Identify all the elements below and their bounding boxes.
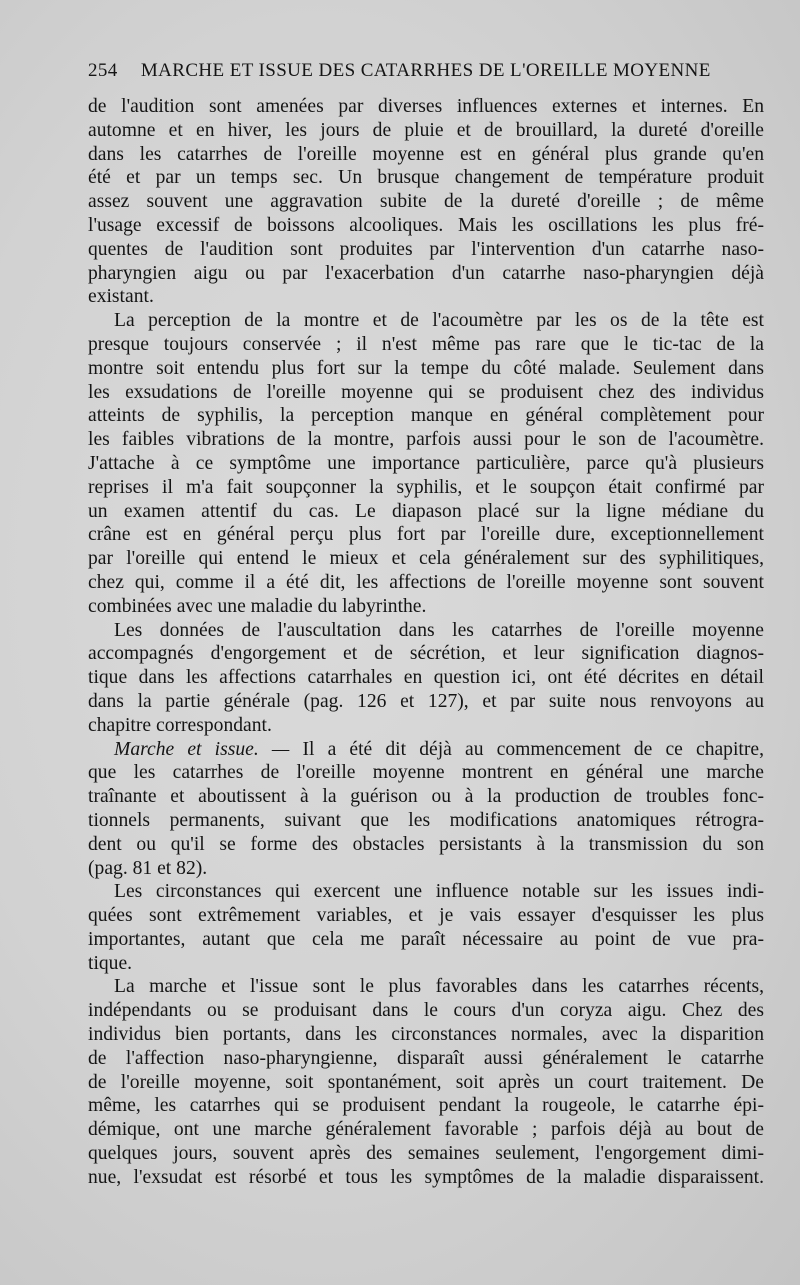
text-line: les exsudations de l'oreille moyenne qui se produisent chez des individus (88, 381, 764, 403)
text-line: de l'oreille moyenne, soit spontanément, soit après un court traitement. De (88, 1071, 764, 1093)
section-heading-continuation: Il a été dit déjà au commencement de ce chapitre, (302, 738, 764, 760)
text-line: nue, l'exsudat est résorbé et tous les symptômes de la maladie disparaissent. (88, 1166, 764, 1188)
text-line: indépendants ou se produisant dans le cours d'un coryza aigu. Chez des (88, 1000, 764, 1022)
text-line: de l'audition sont amenées par diverses influences externes et internes. En (88, 96, 764, 117)
text-line: dent ou qu'il se forme des obstacles persistants à la transmission du son (88, 833, 764, 855)
text-line: La marche et l'issue sont le plus favorables dans les catarrhes récents, (114, 976, 764, 998)
text-line: chapitre correspondant. (88, 714, 272, 736)
running-title: MARCHE ET ISSUE DES CATARRHES DE L'OREILLE MOYENNE (140, 60, 711, 81)
text-line (88, 738, 764, 762)
text-line: tique dans les affections catarrhales en question ici, ont été décrites en détail (88, 667, 764, 689)
text-line: importantes, autant que cela me paraît nécessaire au point de vue pra- (88, 928, 764, 950)
text-line: chez qui, comme il a été dit, les affections de l'oreille moyenne sont souvent (88, 571, 764, 593)
text-line: tionnels permanents, suivant que les modifications anatomiques rétrogra- (88, 809, 764, 831)
text-line: tique. (88, 952, 133, 974)
text-line: quelques jours, souvent après des semaines seulement, l'engorgement dimi- (88, 1143, 764, 1165)
text-line: assez souvent une aggravation subite de la dureté d'oreille ; de même (88, 191, 764, 213)
text-line: de l'affection naso-pharyngienne, disparaît aussi généralement le catarrhe (88, 1047, 764, 1069)
text-line: (pag. 81 et 82). (88, 857, 208, 879)
text-line: presque toujours conservée ; il n'est même pas rare que le tic-tac de la (88, 333, 764, 355)
text-line: traînante et aboutissent à la guérison ou à la production de troubles fonc- (88, 786, 764, 808)
text-line: dans les catarrhes de l'oreille moyenne est en général plus grande qu'en (88, 143, 764, 165)
text-line: crâne est en général perçu plus fort par l'oreille dure, exceptionnellement (88, 524, 764, 546)
text-line: La perception de la montre et de l'acoumètre par les os de la tête est (114, 310, 764, 332)
text-line: un examen attentif du cas. Le diapason placé sur la ligne médiane du (88, 500, 764, 522)
text-line: existant. (88, 286, 154, 308)
text-line: dans la partie générale (pag. 126 et 127), et par suite nous renvoyons au (88, 690, 764, 712)
text-line: Les données de l'auscultation dans les catarrhes de l'oreille moyenne (114, 619, 764, 641)
section-heading: Marche et issue. — (114, 738, 290, 760)
text-line: Les circonstances qui exercent une influence notable sur les issues indi- (114, 881, 764, 903)
text-line: reprises il m'a fait soupçonner la syphilis, et le soupçon était confirmé par (88, 476, 764, 498)
text-line: accompagnés d'engorgement et de sécrétion, et leur signification diagnos- (88, 643, 764, 665)
body-text (88, 95, 764, 1190)
text-line: été et par un temps sec. Un brusque changement de température produit (88, 167, 764, 189)
text-line: même, les catarrhes qui se produisent pendant la rougeole, le catarrhe épi- (88, 1095, 764, 1117)
text-line: automne et en hiver, les jours de pluie et de brouillard, la dureté d'oreille (88, 119, 764, 141)
text-line: atteints de syphilis, la perception manque en général complètement pour (88, 405, 764, 427)
running-header (88, 60, 711, 82)
text-line: les faibles vibrations de la montre, parfois aussi pour le son de l'acoumètre. (88, 429, 764, 451)
page-number: 254 (88, 60, 118, 81)
text-line: démique, ont une marche généralement favorable ; parfois déjà au bout de (88, 1119, 764, 1141)
text-line: quentes de l'audition sont produites par l'intervention d'un catarrhe naso- (88, 238, 764, 260)
text-line: individus bien portants, dans les circonstances normales, avec la disparition (88, 1024, 764, 1046)
text-line: montre soit entendu plus fort sur la tempe du côté malade. Seulement dans (88, 357, 764, 379)
text-line: combinées avec une maladie du labyrinthe. (88, 595, 427, 617)
text-line: pharyngien aigu ou par l'exacerbation d'un catarrhe naso-pharyngien déjà (88, 262, 764, 284)
text-line: J'attache à ce symptôme une importance particulière, parce qu'à plusieurs (88, 452, 764, 474)
text-line: quées sont extrêmement variables, et je vais essayer d'esquisser les plus (88, 905, 764, 927)
text-line: que les catarrhes de l'oreille moyenne montrent en général une marche (88, 762, 764, 784)
text-line: par l'oreille qui entend le mieux et cela généralement sur des syphilitiques, (88, 548, 764, 570)
text-line: l'usage excessif de boissons alcooliques. Mais les oscillations les plus fré- (88, 214, 764, 236)
